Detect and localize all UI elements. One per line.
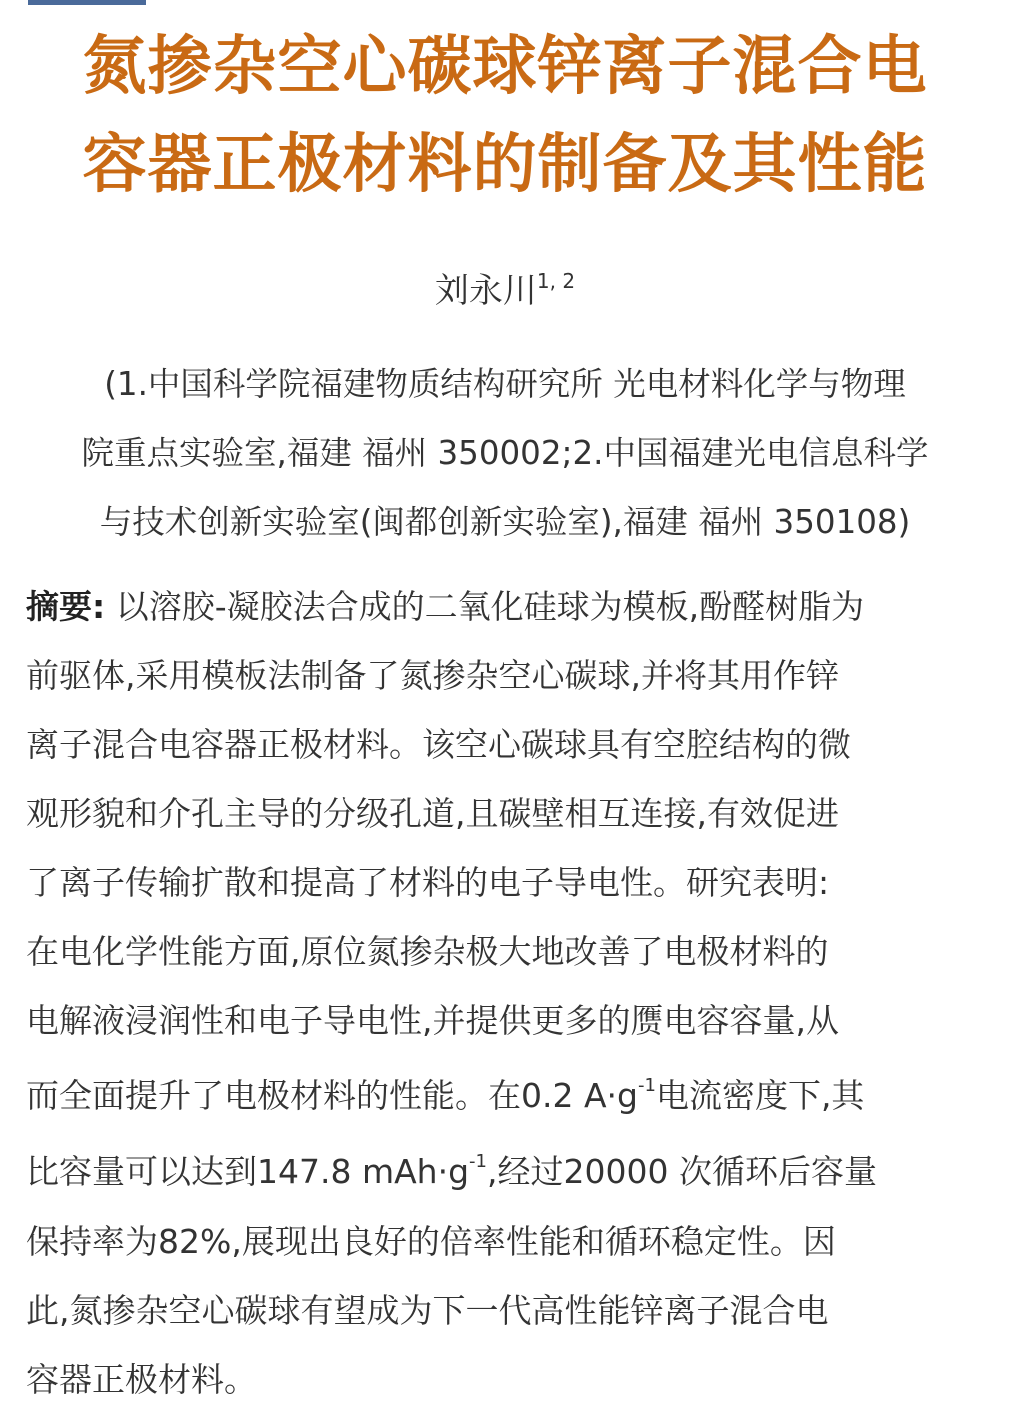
abstract-line-7: 电解液浸润性和电子导电性,并提供更多的赝电容容量,从 <box>26 1001 839 1040</box>
author-name: 刘永川 <box>434 271 537 311</box>
abstract-line-8 <box>26 1055 988 1131</box>
abstract-line-10: 保持率为82%,展现出良好的倍率性能和循环稳定性。因 <box>26 1222 836 1261</box>
abstract-line-3: 离子混合电容器正极材料。该空心碳球具有空腔结构的微 <box>26 725 851 764</box>
abstract-line-11: 此,氮掺杂空心碳球有望成为下一代高性能锌离子混合电 <box>26 1291 829 1330</box>
abstract-line-6: 在电化学性能方面,原位氮掺杂极大地改善了电极材料的 <box>26 932 829 971</box>
abstract-text-8b: 电流密度下,其 <box>655 1076 865 1115</box>
affiliation-line-2: 院重点实验室,福建 福州 350002;2.中国福建光电信息科学 <box>81 434 929 472</box>
abstract-text-9b: ,经过20000 次循环后容量 <box>487 1152 877 1191</box>
article-title <box>0 18 1010 214</box>
top-decoration-strip <box>28 0 146 5</box>
abstract-line-12: 容器正极材料。 <box>26 1360 257 1399</box>
abstract-block <box>26 572 988 1414</box>
abstract-superscript-8: -1 <box>637 1075 656 1096</box>
abstract-line-1 <box>26 572 988 641</box>
abstract-text-9a: 比容量可以达到147.8 mAh·g <box>26 1152 470 1191</box>
abstract-text-8a: 而全面提升了电极材料的性能。在0.2 A·g <box>26 1076 638 1115</box>
abstract-label: 摘要: <box>26 587 106 626</box>
affiliation-block <box>20 350 990 557</box>
title-line-2: 容器正极材料的制备及其性能 <box>82 128 928 202</box>
affiliation-line-3: 与技术创新实验室(闽都创新实验室),福建 福州 350108) <box>99 503 911 541</box>
author-affiliation-marks: 1, 2 <box>536 269 576 293</box>
abstract-line-5: 了离子传输扩散和提高了材料的电子导电性。研究表明: <box>26 863 830 902</box>
abstract-text-1: 以溶胶-凝胶法合成的二氧化硅球为模板,酚醛树脂为 <box>105 587 865 626</box>
abstract-line-9 <box>26 1131 988 1207</box>
title-line-1: 氮掺杂空心碳球锌离子混合电 <box>82 30 928 104</box>
abstract-line-4: 观形貌和介孔主导的分级孔道,且碳壁相互连接,有效促进 <box>26 794 839 833</box>
abstract-superscript-9: -1 <box>469 1151 487 1172</box>
abstract-line-2: 前驱体,采用模板法制备了氮掺杂空心碳球,并将其用作锌 <box>26 656 839 695</box>
affiliation-line-1: (1.中国科学院福建物质结构研究所 光电材料化学与物理 <box>104 365 906 403</box>
author-line <box>0 266 1010 316</box>
